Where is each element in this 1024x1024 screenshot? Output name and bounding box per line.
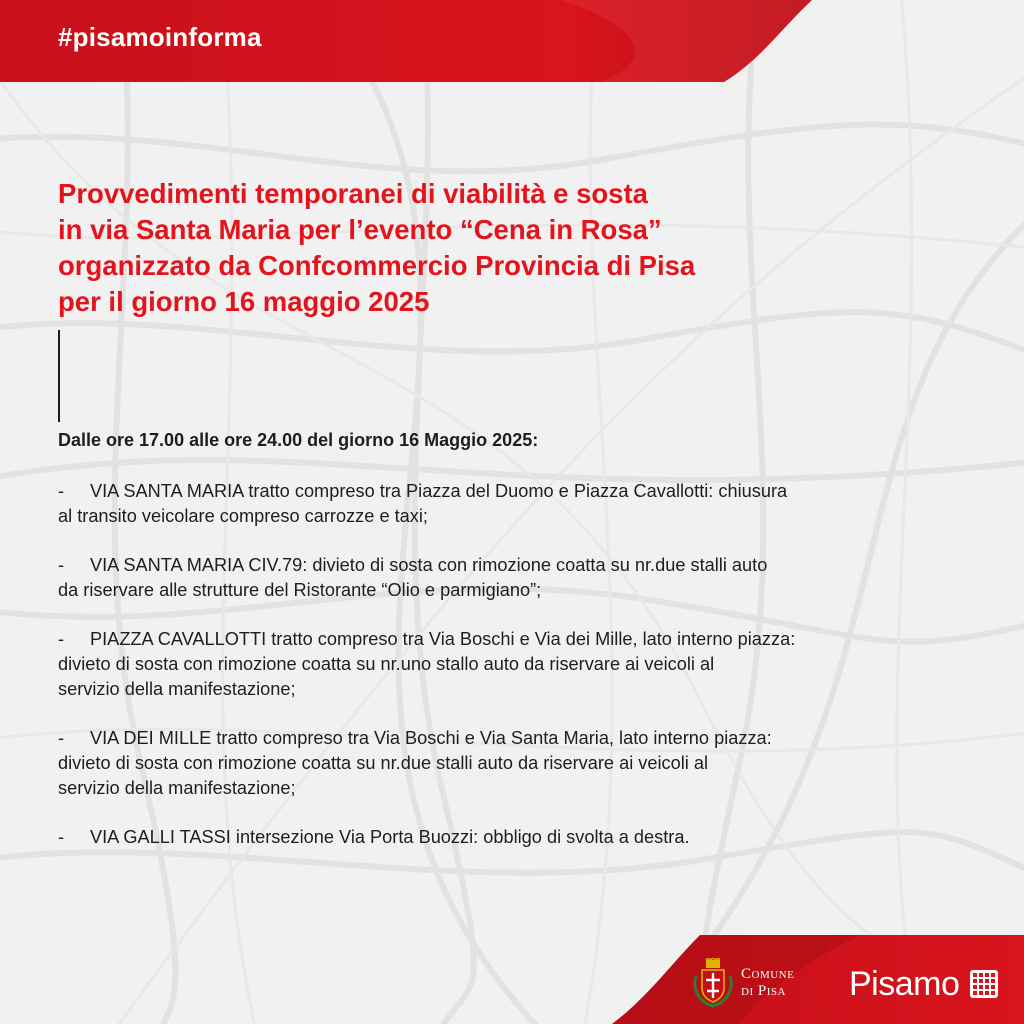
time-range-lead: Dalle ore 17.00 alle ore 24.00 del giorno 16 Maggio 2025: [58,430,539,450]
title-line: in via Santa Maria per l’evento “Cena in Rosa” [58,214,662,245]
item-line: da riservare alle strutture del Ristorante “Olio e parmigiano”; [58,580,542,600]
dash-bullet: - [58,629,65,649]
item-line [58,627,978,652]
list-item [58,825,978,850]
vertical-divider [58,330,60,422]
item-line: divieto di sosta con rimozione coatta su nr.due stalli auto da riservare ai veicoli al [58,753,709,773]
title-line: organizzato da Confcommercio Provincia di Pisa [58,250,696,281]
pisamo-grid-icon [970,970,998,998]
dash-bullet: - [58,555,65,575]
item-text: VIA SANTA MARIA CIV.79: divieto di sosta con rimozione coatta su nr.due stalli auto [90,555,768,575]
pisamo-brand: Pisamo [849,965,960,1003]
notice-body [58,428,978,874]
comune-di-pisa-logo [741,966,794,1000]
item-line: servizio della manifestazione; [58,778,296,798]
list-item [58,726,978,801]
item-line [58,479,978,504]
dash-bullet: - [58,481,65,501]
item-text: VIA SANTA MARIA tratto compreso tra Piazza del Duomo e Piazza Cavallotti: chiusura [90,481,788,501]
page-title [58,176,958,320]
item-line [58,825,978,850]
dash-bullet: - [58,728,65,748]
hashtag-label: #pisamoinforma [58,22,262,52]
item-line: al transito veicolare compreso carrozze e taxi; [58,506,428,526]
item-text: VIA DEI MILLE tratto compreso tra Via Boschi e Via Santa Maria, lato interno piazza: [90,728,772,748]
comune-line: di Pisa [741,983,786,999]
list-item [58,627,978,702]
item-line: divieto di sosta con rimozione coatta su nr.uno stallo auto da riservare ai veicoli al [58,654,715,674]
item-text: PIAZZA CAVALLOTTI tratto compreso tra Via Boschi e Via dei Mille, lato interno piazza: [90,629,796,649]
item-text: VIA GALLI TASSI intersezione Via Porta Buozzi: obbligo di svolta a destra. [90,827,690,847]
title-line: per il giorno 16 maggio 2025 [58,286,430,317]
list-item [58,553,978,603]
comune-line: Comune [741,966,795,982]
item-line [58,726,978,751]
item-line: servizio della manifestazione; [58,679,296,699]
list-item [58,479,978,529]
pisa-crest-icon [692,958,734,1008]
item-line [58,553,978,578]
title-line: Provvedimenti temporanei di viabilità e sosta [58,178,648,209]
dash-bullet: - [58,827,65,847]
